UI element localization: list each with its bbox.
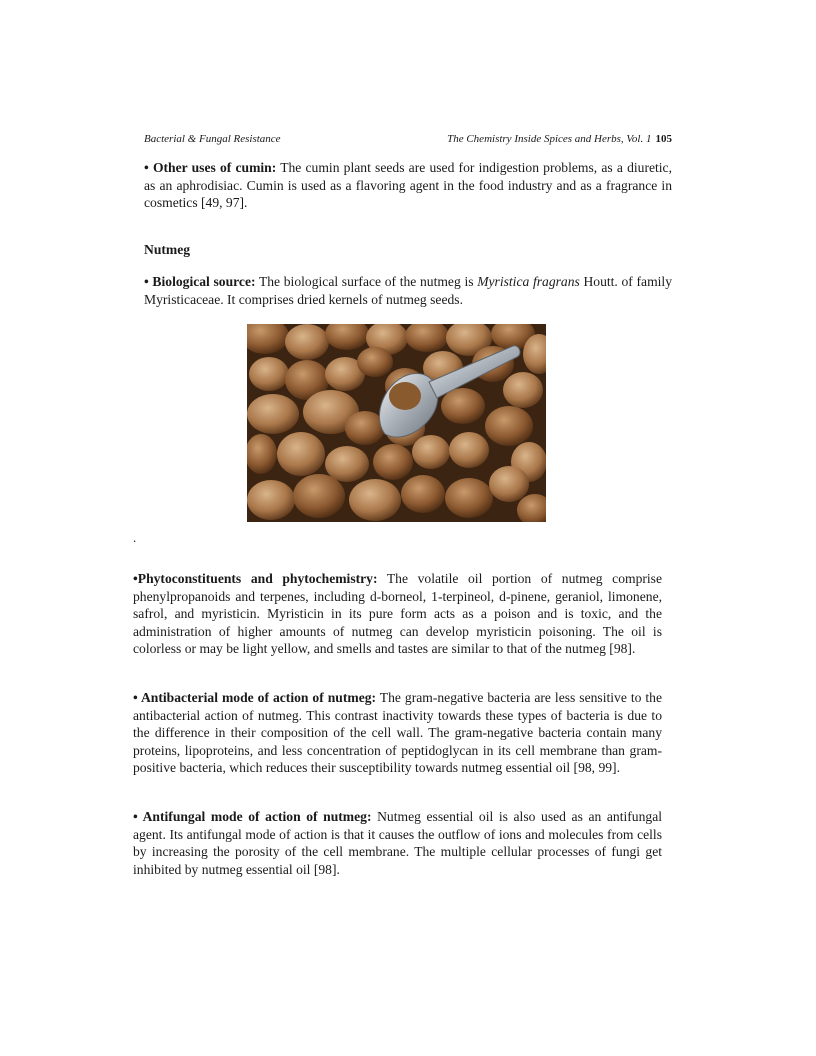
stray-mark: . — [133, 530, 137, 545]
header-left: Bacterial & Fungal Resistance — [144, 133, 281, 145]
header-book-title: The Chemistry Inside Spices and Herbs, Vol. 1 — [447, 133, 652, 145]
antifungal-label: • Antifungal mode of action of nutmeg: — [133, 809, 372, 824]
biological-source-text-end: Houtt. of family Myristicaceae. It comprises dried kernels of nutmeg seeds. — [144, 274, 672, 307]
cumin-uses-label: • Other uses of cumin: — [144, 160, 277, 175]
phytoconstituents-text: The volatile oil portion of nutmeg comprise phenylpropanoids and terpenes, including d-borneol, 1-terpineol, d-pinene, geraniol, limonene, safrol, and myristicin. Myristicin in its pure form acts as a poison and is toxic, and the administration of higher amounts of nutmeg can develop myristicin poisoning. The oil is colorless or may be light yellow, and smells and tastes are similar to that of the nutmeg [98]. — [133, 571, 662, 657]
section-heading-nutmeg: Nutmeg — [144, 242, 191, 257]
biological-source-text: The biological surface of the nutmeg is — [255, 274, 478, 289]
biological-source-label: • Biological source: — [144, 274, 256, 289]
paragraph-cumin-uses — [144, 159, 672, 212]
phytoconstituents-label: •Phytoconstituents and phytochemistry: — [133, 571, 378, 586]
header-right — [447, 133, 672, 145]
paragraph-antifungal — [133, 808, 662, 878]
species-name: Myristica fragrans — [477, 274, 580, 289]
nutmeg-photo — [247, 324, 546, 522]
paragraph-phytoconstituents — [133, 570, 662, 658]
paragraph-antibacterial — [133, 689, 662, 777]
cumin-uses-text: The cumin plant seeds are used for indigestion problems, as a diuretic, as an aphrodisiac. Cumin is used as a flavoring agent in the food industry and as a fragrance in cosmetics [49, 97]. — [144, 160, 672, 211]
antifungal-text: Nutmeg essential oil is also used as an antifungal agent. Its antifungal mode of action is that it causes the outflow of ions and molecules from cells by increasing the porosity of the cell membrane. The multiple cellular processes of fungi get inhibited by nutmeg essential oil [98]. — [133, 809, 663, 877]
antibacterial-text: The gram-negative bacteria are less sensitive to the antibacterial action of nutmeg. This contrast inactivity towards these types of bacteria is due to the difference in their composition of the cell wall. The gram-negative bacteria contain many proteins, lipoproteins, and less concentration of peptidoglycan in its cell membrane than gram-positive bacteria, which reduces their susceptibility towards nutmeg essential oil [98, 99]. — [133, 690, 662, 776]
antibacterial-label: • Antibacterial mode of action of nutmeg: — [133, 690, 377, 705]
paragraph-biological-source — [144, 273, 672, 308]
page-number: 105 — [655, 133, 672, 145]
running-header — [144, 133, 672, 149]
